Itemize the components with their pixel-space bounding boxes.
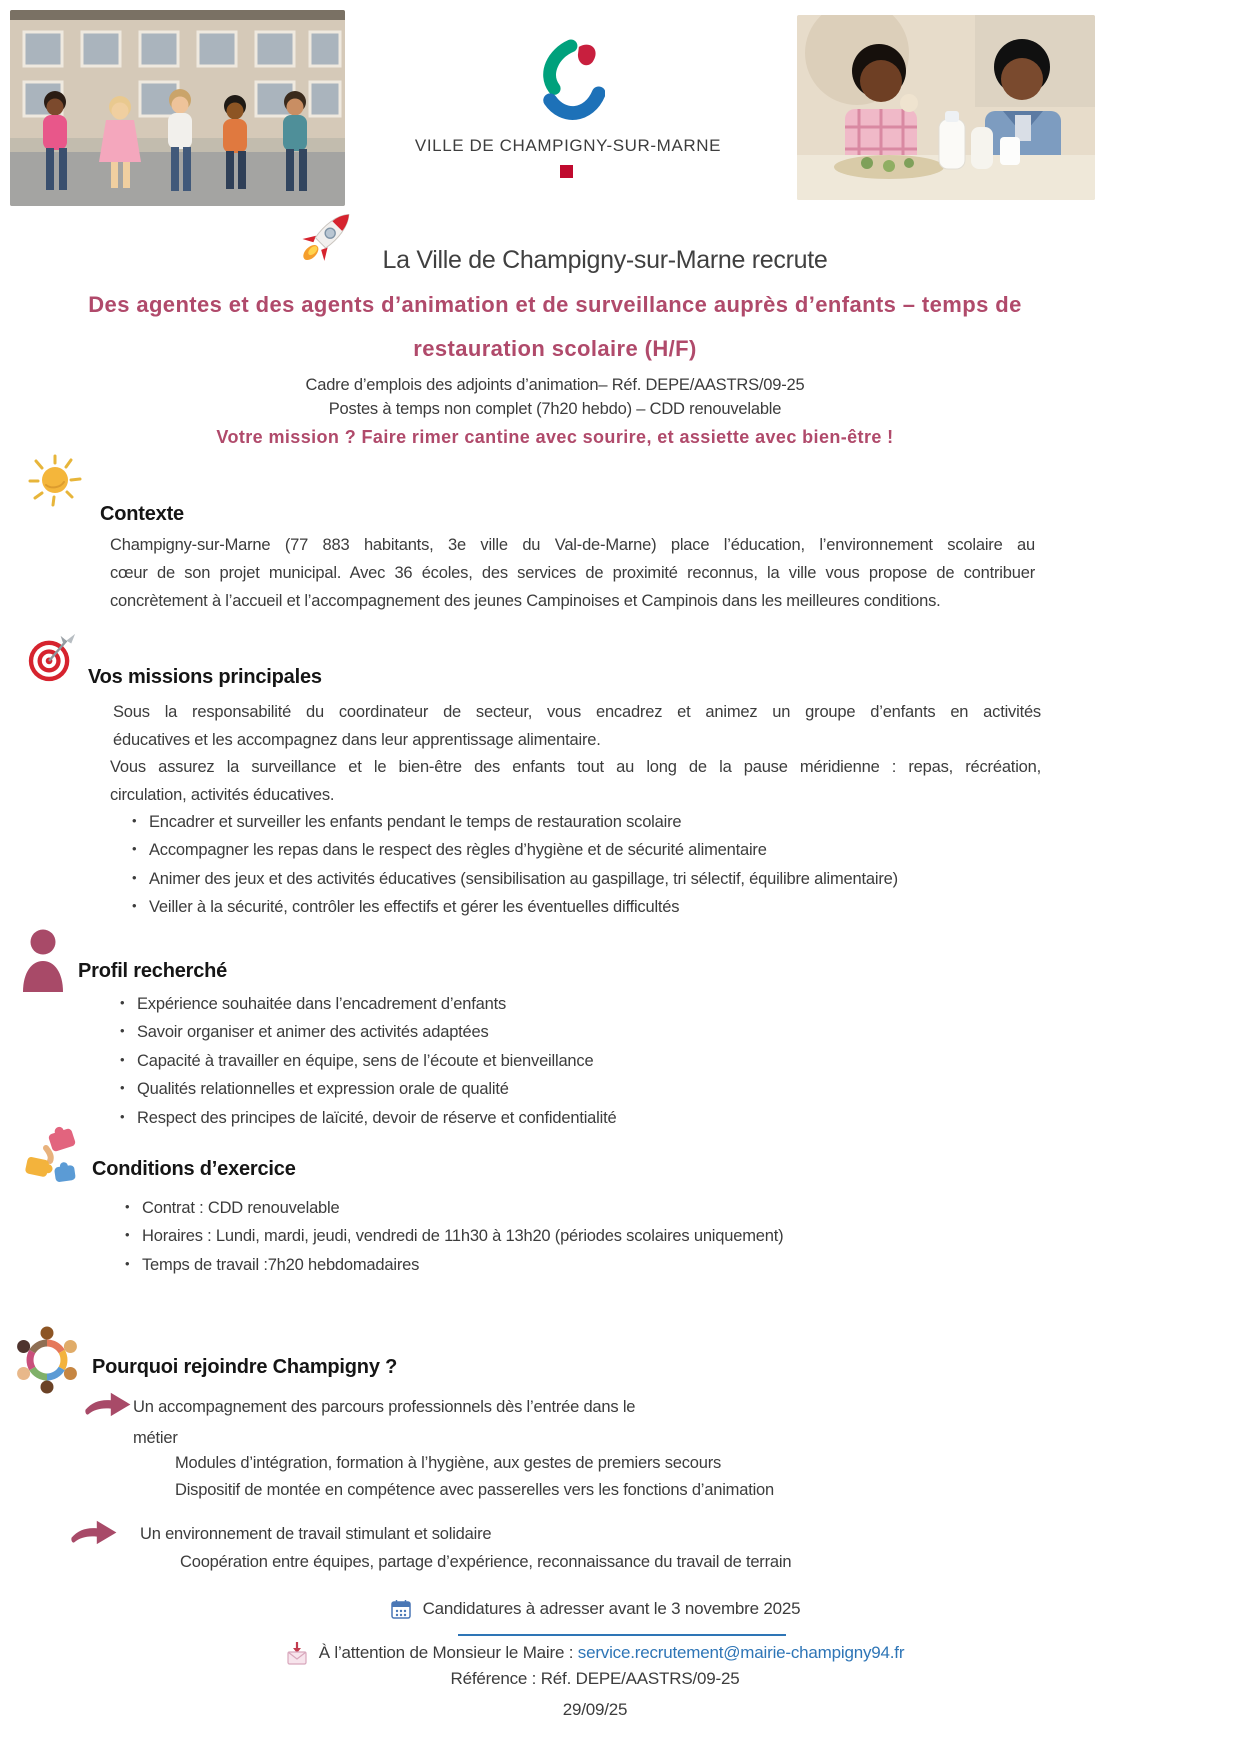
mission-tagline: Votre mission ? Faire rimer cantine avec sourire, et assiette avec bien-être ! <box>216 427 894 447</box>
job-title-line1: Des agentes et des agents d’animation et de surveillance auprès d’enfants – temps de <box>88 292 1022 317</box>
document-date: 29/09/25 <box>562 1700 628 1719</box>
logo-red-square <box>560 165 573 178</box>
pourquoi-item-2-details: Coopération entre équipes, partage d’expérience, reconnaissance du travail de terrain <box>180 1553 792 1571</box>
missions-line: circulation, activités éducatives. <box>110 786 335 805</box>
attention-prefix: À l’attention de Monsieur le Maire : <box>318 1643 578 1662</box>
missions-paragraph-1 <box>113 698 1041 754</box>
puzzle-hands-icon <box>22 1126 86 1188</box>
photo-children-lunch <box>797 15 1095 200</box>
deadline-row <box>0 1598 1190 1620</box>
conditions-title: Conditions d’exercice <box>92 1158 296 1180</box>
bullet-item: • Encadrer et surveiller les enfants pendant le temps de restauration scolaire <box>130 808 1140 836</box>
bullet-item: • Expérience souhaitée dans l’encadrement d’enfants <box>118 990 1128 1018</box>
contexte-line: concrètement à l’accueil et l’accompagnement des jeunes Campinoises et Campinois dans les meilleures conditions. <box>110 592 941 611</box>
pourquoi-item-1-details <box>175 1450 1135 1504</box>
arrow-right-icon <box>82 1390 134 1418</box>
bullet-item: • Savoir organiser et animer des activités adaptées <box>118 1018 1128 1046</box>
envelope-icon <box>286 1640 308 1666</box>
missions-line: Sous la responsabilité du coordinateur de secteur, vous encadrez et animez un groupe d’enfants en activités <box>113 703 1041 721</box>
target-icon <box>24 630 78 686</box>
bullet-item: • Animer des jeux et des activités éducatives (sensibilisation au gaspillage, tri sélectif, équilibre alimentaire) <box>130 865 1140 893</box>
missions-bullet-list <box>130 808 1140 922</box>
cadre-line: Cadre d’emplois des adjoints d’animation– Réf. DEPE/AASTRS/09-25 <box>305 376 805 394</box>
attention-row <box>0 1640 1190 1666</box>
reference-line: Référence : Réf. DEPE/AASTRS/09-25 <box>450 1669 740 1688</box>
deadline-text: Candidatures à adresser avant le 3 novembre 2025 <box>422 1599 801 1618</box>
arrow-right-icon <box>68 1518 120 1546</box>
bullet-item: • Temps de travail :7h20 hebdomadaires <box>123 1251 1133 1279</box>
pourquoi-item-line: métier <box>133 1429 178 1447</box>
person-icon <box>20 928 66 992</box>
bullet-item: • Contrat : CDD renouvelable <box>123 1194 1133 1222</box>
contexte-paragraph <box>110 531 1035 616</box>
pourquoi-item-2: Un environnement de travail stimulant et solidaire <box>140 1525 492 1543</box>
postes-line: Postes à temps non complet (7h20 hebdo) – CDD renouvelable <box>328 400 782 418</box>
conditions-bullet-list <box>123 1194 1133 1279</box>
bullet-item: • Qualités relationnelles et expression orale de qualité <box>118 1075 1128 1103</box>
pourquoi-item-1 <box>133 1392 753 1454</box>
pourquoi-sub-line: Dispositif de montée en compétence avec passerelles vers les fonctions d’animation <box>175 1481 775 1499</box>
attention-text <box>319 1643 905 1663</box>
bullet-item: • Respect des principes de laïcité, devoir de réserve et confidentialité <box>118 1104 1128 1132</box>
calendar-icon <box>390 1598 412 1620</box>
city-logo-title: VILLE DE CHAMPIGNY-SUR-MARNE <box>414 136 722 155</box>
pourquoi-sub-line: Modules d’intégration, formation à l’hygiène, aux gestes de premiers secours <box>175 1454 722 1472</box>
missions-line: Vous assurez la surveillance et le bien-être des enfants tout au long de la pause méridienne : repas, récréation, <box>110 758 1041 776</box>
recruit-line: La Ville de Champigny-sur-Marne recrute <box>382 246 828 274</box>
missions-title: Vos missions principales <box>88 666 322 688</box>
missions-line: éducatives et les accompagnez dans leur apprentissage alimentaire. <box>113 731 601 750</box>
contexte-line: cœur de son projet municipal. Avec 36 écoles, des services de proximité reconnus, la ville vous propose de contribuer <box>110 564 1035 583</box>
sun-icon <box>26 448 88 510</box>
recruitment-email-link[interactable]: service.recrutement@mairie-champigny94.fr <box>577 1643 905 1662</box>
contexte-title: Contexte <box>100 503 184 525</box>
bullet-item: • Veiller à la sécurité, contrôler les effectifs et gérer les éventuelles difficultés <box>130 893 1140 921</box>
bullet-item: • Horaires : Lundi, mardi, jeudi, vendredi de 11h30 à 13h20 (périodes scolaires uniquement) <box>123 1222 1133 1250</box>
bullet-item: • Capacité à travailler en équipe, sens de l’écoute et bienveillance <box>118 1047 1128 1075</box>
job-title-line2: restauration scolaire (H/F) <box>413 336 697 361</box>
missions-paragraph-2 <box>110 753 1041 809</box>
pourquoi-item-line: Un accompagnement des parcours professionnels dès l’entrée dans le <box>133 1398 636 1416</box>
contexte-line: Champigny-sur-Marne (77 883 habitants, 3e ville du Val-de-Marne) place l’éducation, l’environnement scolaire au <box>110 536 1035 554</box>
profil-bullet-list <box>118 990 1128 1132</box>
pourquoi-title: Pourquoi rejoindre Champigny ? <box>92 1356 398 1378</box>
bullet-item: • Accompagner les repas dans le respect des règles d’hygiène et de sécurité alimentaire <box>130 836 1140 864</box>
city-logo-icon <box>531 38 605 132</box>
profil-title: Profil recherché <box>78 960 228 982</box>
children-circle-icon <box>12 1326 82 1394</box>
photo-children-running <box>10 10 345 206</box>
footer-divider <box>458 1634 786 1636</box>
